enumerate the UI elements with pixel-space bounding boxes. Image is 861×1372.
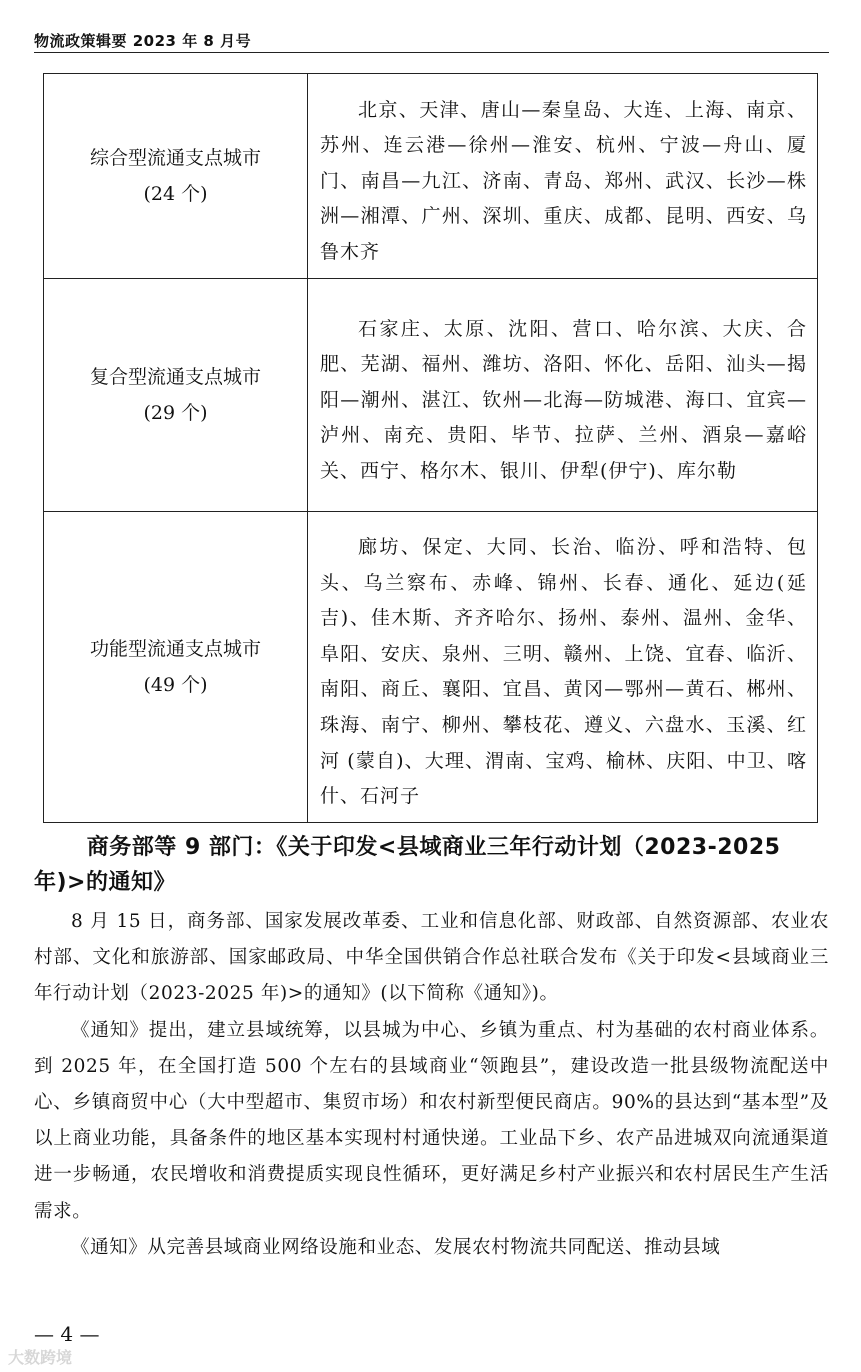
paragraph: 《通知》从完善县域商业网络设施和业态、发展农村物流共同配送、推动县域 — [71, 1236, 721, 1258]
category-count: (29 个) — [143, 402, 208, 424]
paragraph: 8 月 15 日，商务部、国家发展改革委、工业和信息化部、财政部、自然资源部、农业农村部、文化和旅游部、国家邮政局、中华全国供销合作总社联合发布《关于印发<县域商业三年行动计划（2023-2025 年)>的通知》(以下简称《通知》)。 — [34, 911, 829, 1005]
city-list: 石家庄、太原、沈阳、营口、哈尔滨、大庆、合肥、芜湖、福州、潍坊、洛阳、怀化、岳阳、汕头—揭阳—潮州、湛江、钦州—北海—防城港、海口、宜宾—泸州、南充、贵阳、毕节、拉萨、兰州、酒泉—嘉峪关、西宁、格尔木、银川、伊犁(伊宁)、库尔勒 — [308, 279, 818, 512]
table-row — [44, 512, 818, 823]
table-row — [44, 74, 818, 279]
category-name: 综合型流通支点城市 — [89, 147, 261, 169]
header-divider — [34, 52, 829, 53]
city-table — [43, 73, 818, 823]
running-header: 物流政策辑要 2023 年 8 月号 — [34, 32, 252, 50]
category-count: (49 个) — [143, 673, 208, 696]
category-cell — [44, 512, 308, 823]
category-name: 功能型流通支点城市 — [89, 637, 261, 660]
category-name: 复合型流通支点城市 — [89, 366, 261, 388]
watermark: 大数跨境 — [8, 1348, 73, 1367]
category-cell — [44, 279, 308, 512]
category-cell — [44, 74, 308, 279]
table-row — [44, 279, 818, 512]
city-list: 北京、天津、唐山—秦皇岛、大连、上海、南京、苏州、连云港—徐州—淮安、杭州、宁波—舟山、厦门、南昌—九江、济南、青岛、郑州、武汉、长沙—株洲—湘潭、广州、深圳、重庆、成都、昆明、西安、乌鲁木齐 — [308, 74, 818, 279]
city-list: 廊坊、保定、大同、长治、临汾、呼和浩特、包头、乌兰察布、赤峰、锦州、长春、通化、延边(延吉)、佳木斯、齐齐哈尔、扬州、泰州、温州、金华、阜阳、安庆、泉州、三明、赣州、上饶、宜春、临沂、南阳、商丘、襄阳、宜昌、黄冈—鄂州—黄石、郴州、珠海、南宁、柳州、攀枝花、遵义、六盘水、玉溪、红河 (蒙自)、大理、渭南、宝鸡、榆林、庆阳、中卫、喀什、石河子 — [308, 512, 818, 823]
section-title: 商务部等 9 部门：《关于印发<县域商业三年行动计划（2023-2025 年)>的通知》 — [34, 835, 781, 895]
page-number: — 4 — — [34, 1322, 100, 1346]
article-body — [34, 904, 829, 1266]
paragraph: 《通知》提出，建立县域统筹，以县城为中心、乡镇为重点、村为基础的农村商业体系。到 2025 年，在全国打造 500 个左右的县域商业“领跑县”，建设改造一批县级物流配送中心、乡镇商贸中心（大中型超市、集贸市场）和农村新型便民商店。90%的县达到“基本型”及以上商业功能，具备条件的地区基本实现村村通快递。工业品下乡、农产品进城双向流通渠道进一步畅通，农民增收和消费提质实现良性循环，更好满足乡村产业振兴和农村居民生产生活需求。 — [34, 1019, 829, 1222]
category-count: (24 个) — [143, 183, 208, 205]
